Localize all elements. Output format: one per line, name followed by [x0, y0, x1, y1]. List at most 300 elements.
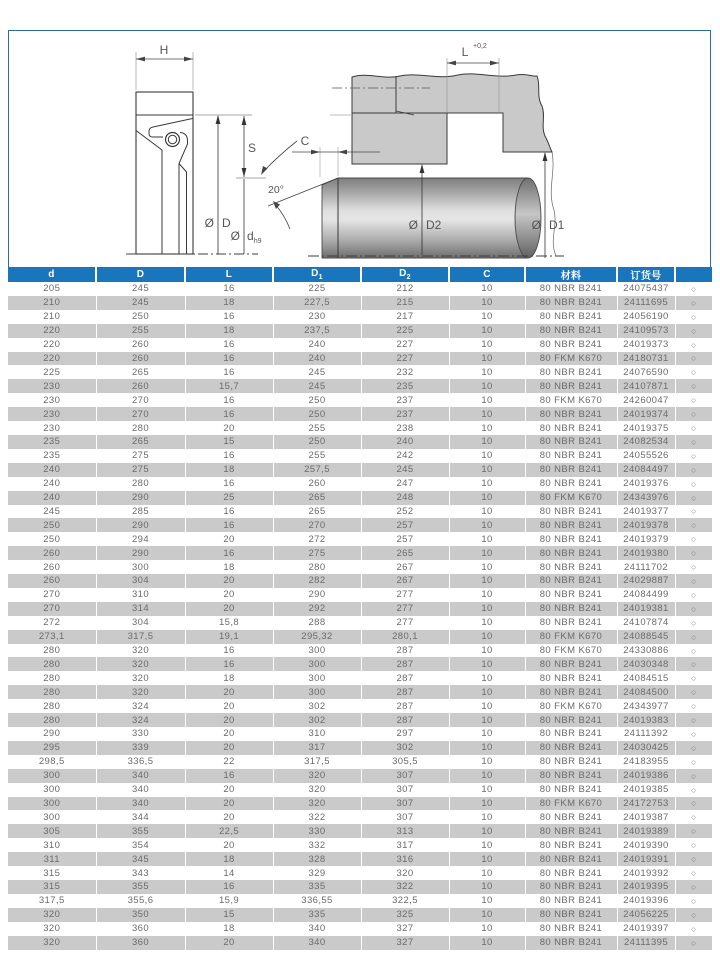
cell: 310 — [273, 727, 361, 741]
cell: 10 — [449, 338, 525, 352]
dim-label-D: D — [222, 216, 231, 230]
cell: 343 — [96, 866, 185, 880]
cell: 24019389 — [617, 824, 675, 838]
cell: 287 — [361, 644, 449, 658]
cell: 24019391 — [617, 852, 675, 866]
table-row — [8, 630, 712, 644]
table-row — [8, 407, 712, 421]
cell: 212 — [361, 282, 449, 296]
table-row — [8, 588, 712, 602]
cell: 265 — [96, 435, 185, 449]
cell: 80 NBR B241 — [525, 852, 617, 866]
cell: 245 — [8, 505, 96, 519]
table-row — [8, 797, 712, 811]
table-row — [8, 727, 712, 741]
stock-marker: ○ — [690, 659, 697, 670]
cell: 80 FKM K670 — [525, 699, 617, 713]
cell: 300 — [8, 797, 96, 811]
cell: 317,5 — [96, 630, 185, 644]
cell: 280 — [273, 560, 361, 574]
cell: 24019383 — [617, 713, 675, 727]
stock-marker: ○ — [690, 617, 697, 628]
cell: 227 — [361, 338, 449, 352]
stock-marker: ○ — [690, 715, 697, 726]
cell: 24082534 — [617, 435, 675, 449]
cell: 10 — [449, 407, 525, 421]
cell: 295 — [8, 741, 96, 755]
cell: 317 — [273, 741, 361, 755]
cell: 230 — [8, 407, 96, 421]
cell: 80 NBR B241 — [525, 518, 617, 532]
cell: 10 — [449, 727, 525, 741]
cell: 20 — [185, 797, 273, 811]
cell: 360 — [96, 936, 185, 950]
cell: 10 — [449, 352, 525, 366]
cell: 340 — [273, 922, 361, 936]
cell: 24056225 — [617, 908, 675, 922]
column-header: 订货号 — [617, 267, 675, 282]
column-header — [675, 267, 712, 282]
cell: 227 — [361, 352, 449, 366]
cell: 260 — [8, 560, 96, 574]
cell: 10 — [449, 699, 525, 713]
column-header: D — [96, 267, 185, 282]
cell: 80 NBR B241 — [525, 894, 617, 908]
cell: 320 — [96, 644, 185, 658]
cell: 10 — [449, 588, 525, 602]
cell: 340 — [96, 769, 185, 783]
cell: 292 — [273, 602, 361, 616]
cell: 80 NBR B241 — [525, 463, 617, 477]
stock-marker: ○ — [690, 701, 697, 712]
stock-marker: ○ — [690, 283, 697, 294]
cell: 80 NBR B241 — [525, 449, 617, 463]
cell: 24084515 — [617, 671, 675, 685]
cell: 336,5 — [96, 755, 185, 769]
cell: 20 — [185, 532, 273, 546]
cell: 355 — [96, 824, 185, 838]
cell: 317,5 — [8, 894, 96, 908]
stock-marker: ○ — [690, 534, 697, 545]
cell: 257,5 — [273, 463, 361, 477]
cell: 302 — [273, 713, 361, 727]
cell: 288 — [273, 616, 361, 630]
cell: 250 — [273, 393, 361, 407]
cell: 320 — [273, 797, 361, 811]
table-row — [8, 560, 712, 574]
cell: 320 — [8, 908, 96, 922]
cell: 320 — [273, 769, 361, 783]
cell: 10 — [449, 435, 525, 449]
cell: 247 — [361, 477, 449, 491]
cell: 24019377 — [617, 505, 675, 519]
cell: 24019392 — [617, 866, 675, 880]
cell: 24109573 — [617, 324, 675, 338]
cell: 245 — [361, 463, 449, 477]
stock-marker: ○ — [690, 436, 697, 447]
table-row — [8, 936, 712, 950]
stock-marker: ○ — [690, 464, 697, 475]
cell: 24029887 — [617, 574, 675, 588]
cell: 19,1 — [185, 630, 273, 644]
cell: 10 — [449, 685, 525, 699]
cell: 282 — [273, 574, 361, 588]
stock-marker: ○ — [690, 381, 697, 392]
dimension-S — [242, 116, 256, 177]
cell: 250 — [8, 532, 96, 546]
stock-marker: ○ — [690, 687, 697, 698]
cell: 290 — [273, 588, 361, 602]
cell: 270 — [96, 407, 185, 421]
stock-marker: ○ — [690, 826, 697, 837]
cell: 329 — [273, 866, 361, 880]
dim-label-d: dh9 — [247, 229, 262, 245]
cell: 80 NBR B241 — [525, 282, 617, 296]
table-row — [8, 338, 712, 352]
dim-label-dia2: Ø — [408, 218, 418, 232]
cell: 275 — [273, 546, 361, 560]
cell: 16 — [185, 518, 273, 532]
cell: 240 — [273, 338, 361, 352]
cell: 294 — [96, 532, 185, 546]
cell: 227,5 — [273, 296, 361, 310]
dim-label-angle: 20° — [268, 184, 284, 196]
cell: 260 — [8, 546, 96, 560]
cell: 16 — [185, 880, 273, 894]
table-row — [8, 769, 712, 783]
cell: 80 NBR B241 — [525, 296, 617, 310]
cell: 270 — [273, 518, 361, 532]
cell: 15,7 — [185, 379, 273, 393]
cell: 20 — [185, 783, 273, 797]
cell: 300 — [273, 685, 361, 699]
stock-marker: ○ — [690, 868, 697, 879]
stock-marker: ○ — [690, 881, 697, 892]
cell: 24183955 — [617, 755, 675, 769]
cell: 10 — [449, 560, 525, 574]
cell: 16 — [185, 477, 273, 491]
stock-marker: ○ — [690, 631, 697, 642]
cell: 300 — [96, 560, 185, 574]
cell: 80 NBR B241 — [525, 713, 617, 727]
cell: 16 — [185, 282, 273, 296]
cell: 330 — [273, 824, 361, 838]
cell: 80 NBR B241 — [525, 477, 617, 491]
cell: 316 — [361, 852, 449, 866]
dim-label-C: C — [300, 134, 310, 148]
cell: 320 — [96, 671, 185, 685]
cell: 287 — [361, 671, 449, 685]
cell: 320 — [8, 922, 96, 936]
cell: 260 — [96, 352, 185, 366]
cell: 280 — [8, 685, 96, 699]
cell: 20 — [185, 602, 273, 616]
cell: 10 — [449, 894, 525, 908]
cell: 24019395 — [617, 880, 675, 894]
cell: 230 — [273, 310, 361, 324]
stock-marker: ○ — [690, 812, 697, 823]
cell: 305 — [8, 824, 96, 838]
cell: 20 — [185, 810, 273, 824]
cell: 80 FKM K670 — [525, 352, 617, 366]
stock-marker: ○ — [690, 895, 697, 906]
column-header: $D_1$ — [273, 267, 361, 282]
cell: 24330886 — [617, 644, 675, 658]
cell: 18 — [185, 463, 273, 477]
stock-marker: ○ — [690, 297, 697, 308]
table-row — [8, 657, 712, 671]
cell: 10 — [449, 936, 525, 950]
stock-marker: ○ — [690, 325, 697, 336]
column-header: $D_2$ — [361, 267, 449, 282]
cell: 10 — [449, 546, 525, 560]
cell: 315 — [8, 880, 96, 894]
cell: 24107871 — [617, 379, 675, 393]
column-header: d — [8, 267, 96, 282]
table-row — [8, 435, 712, 449]
cell: 320 — [273, 783, 361, 797]
cell: 22 — [185, 755, 273, 769]
housing-section — [352, 74, 552, 164]
cell: 24019380 — [617, 546, 675, 560]
seal-cross-section — [126, 43, 266, 254]
dim-label-S: S — [248, 141, 257, 155]
table-header — [8, 267, 712, 282]
cell: 324 — [96, 699, 185, 713]
cell: 270 — [8, 588, 96, 602]
table-row — [8, 671, 712, 685]
cell: 277 — [361, 588, 449, 602]
cell: 24019397 — [617, 922, 675, 936]
cell: 322,5 — [361, 894, 449, 908]
cell: 24019387 — [617, 810, 675, 824]
stock-marker: ○ — [690, 478, 697, 489]
cell: 297 — [361, 727, 449, 741]
cell: 20 — [185, 699, 273, 713]
cell: 237 — [361, 393, 449, 407]
cell: 335 — [273, 880, 361, 894]
cell: 230 — [8, 393, 96, 407]
cell: 24172753 — [617, 797, 675, 811]
cell: 302 — [273, 699, 361, 713]
cell: 80 NBR B241 — [525, 769, 617, 783]
table-row — [8, 532, 712, 546]
cell: 252 — [361, 505, 449, 519]
dim-label-H: H — [159, 43, 169, 57]
cell: 260 — [96, 338, 185, 352]
cell: 10 — [449, 783, 525, 797]
cell: 10 — [449, 866, 525, 880]
cell: 215 — [361, 296, 449, 310]
cell: 327 — [361, 936, 449, 950]
cell: 350 — [96, 908, 185, 922]
cell: 245 — [96, 296, 185, 310]
cell: 240 — [361, 435, 449, 449]
stock-marker: ○ — [690, 673, 697, 684]
cell: 80 NBR B241 — [525, 741, 617, 755]
cell: 10 — [449, 616, 525, 630]
column-header: L — [185, 267, 273, 282]
table-row — [8, 908, 712, 922]
cell: 220 — [8, 352, 96, 366]
cell: 80 NBR B241 — [525, 338, 617, 352]
cell: 24019386 — [617, 769, 675, 783]
cell: 273,1 — [8, 630, 96, 644]
o-ring — [166, 133, 180, 147]
cell: 280,1 — [361, 630, 449, 644]
cell: 317 — [361, 838, 449, 852]
cell: 24075437 — [617, 282, 675, 296]
cell: 16 — [185, 352, 273, 366]
cell: 10 — [449, 852, 525, 866]
cell: 267 — [361, 574, 449, 588]
cell: 20 — [185, 936, 273, 950]
cell: 80 NBR B241 — [525, 824, 617, 838]
cell: 20 — [185, 588, 273, 602]
cell: 10 — [449, 310, 525, 324]
cell: 24019378 — [617, 518, 675, 532]
cell: 205 — [8, 282, 96, 296]
column-header: 材料 — [525, 267, 617, 282]
table-row — [8, 518, 712, 532]
table-row — [8, 477, 712, 491]
cell: 80 NBR B241 — [525, 810, 617, 824]
cell: 10 — [449, 379, 525, 393]
stock-marker: ○ — [690, 798, 697, 809]
cell: 238 — [361, 421, 449, 435]
dim-label-L-tolerance: +0,2 — [473, 43, 487, 50]
cell: 24019376 — [617, 477, 675, 491]
cell: 320 — [361, 866, 449, 880]
cell: 15,9 — [185, 894, 273, 908]
cell: 324 — [96, 713, 185, 727]
cell: 24019374 — [617, 407, 675, 421]
cell: 24030348 — [617, 657, 675, 671]
cell: 24084500 — [617, 685, 675, 699]
cell: 16 — [185, 644, 273, 658]
cell: 245 — [273, 379, 361, 393]
cell: 80 NBR B241 — [525, 922, 617, 936]
cell: 304 — [96, 616, 185, 630]
cell: 235 — [8, 435, 96, 449]
shaft — [322, 178, 528, 258]
cell: 20 — [185, 741, 273, 755]
table-row — [8, 421, 712, 435]
cell: 250 — [8, 518, 96, 532]
dim-label-D2: D2 — [426, 218, 442, 232]
cell: 280 — [8, 657, 96, 671]
cell: 10 — [449, 463, 525, 477]
table-row — [8, 352, 712, 366]
stock-marker: ○ — [690, 756, 697, 767]
cell: 24019373 — [617, 338, 675, 352]
dimension-d — [231, 179, 262, 254]
table-row — [8, 838, 712, 852]
cell: 24111702 — [617, 560, 675, 574]
cell: 339 — [96, 741, 185, 755]
cell: 10 — [449, 769, 525, 783]
cell: 232 — [361, 365, 449, 379]
cell: 345 — [96, 852, 185, 866]
cell: 24111392 — [617, 727, 675, 741]
stock-marker: ○ — [690, 937, 697, 948]
cell: 307 — [361, 769, 449, 783]
cell: 340 — [96, 783, 185, 797]
cell: 354 — [96, 838, 185, 852]
table-row — [8, 449, 712, 463]
cell: 340 — [273, 936, 361, 950]
table-row — [8, 880, 712, 894]
cell: 80 NBR B241 — [525, 310, 617, 324]
cell: 310 — [8, 838, 96, 852]
cell: 10 — [449, 824, 525, 838]
cell: 270 — [8, 602, 96, 616]
cell: 240 — [8, 463, 96, 477]
cell: 260 — [8, 574, 96, 588]
cell: 10 — [449, 657, 525, 671]
cell: 230 — [8, 379, 96, 393]
cell: 235 — [8, 449, 96, 463]
cell: 257 — [361, 518, 449, 532]
dim-label-dia: Ø — [204, 216, 214, 230]
cell: 210 — [8, 310, 96, 324]
stock-marker: ○ — [690, 423, 697, 434]
cell: 24260047 — [617, 393, 675, 407]
cell: 285 — [96, 505, 185, 519]
stock-marker: ○ — [690, 589, 697, 600]
cell: 302 — [361, 741, 449, 755]
stock-marker: ○ — [690, 854, 697, 865]
cell: 240 — [8, 477, 96, 491]
cell: 80 NBR B241 — [525, 574, 617, 588]
cell: 327 — [361, 922, 449, 936]
cell: 330 — [96, 727, 185, 741]
stock-marker: ○ — [690, 339, 697, 350]
cell: 225 — [8, 365, 96, 379]
cell: 250 — [96, 310, 185, 324]
table-row — [8, 546, 712, 560]
cell: 10 — [449, 296, 525, 310]
cell: 18 — [185, 296, 273, 310]
cell: 16 — [185, 365, 273, 379]
cell: 80 NBR B241 — [525, 671, 617, 685]
stock-marker: ○ — [690, 492, 697, 503]
stock-marker: ○ — [690, 562, 697, 573]
cell: 10 — [449, 449, 525, 463]
cell: 80 NBR B241 — [525, 880, 617, 894]
cell: 340 — [96, 797, 185, 811]
cell: 315 — [8, 866, 96, 880]
cell: 80 NBR B241 — [525, 685, 617, 699]
table-row — [8, 393, 712, 407]
cell: 265 — [361, 546, 449, 560]
stock-marker: ○ — [690, 409, 697, 420]
cell: 18 — [185, 671, 273, 685]
cell: 255 — [96, 324, 185, 338]
cell: 24019381 — [617, 602, 675, 616]
cell: 18 — [185, 560, 273, 574]
stock-marker: ○ — [690, 840, 697, 851]
spec-table — [8, 267, 712, 950]
cell: 287 — [361, 657, 449, 671]
table-row — [8, 644, 712, 658]
cell: 257 — [361, 532, 449, 546]
column-header: C — [449, 267, 525, 282]
table-row — [8, 365, 712, 379]
cell: 220 — [8, 338, 96, 352]
cell: 355 — [96, 880, 185, 894]
stock-marker: ○ — [690, 784, 697, 795]
